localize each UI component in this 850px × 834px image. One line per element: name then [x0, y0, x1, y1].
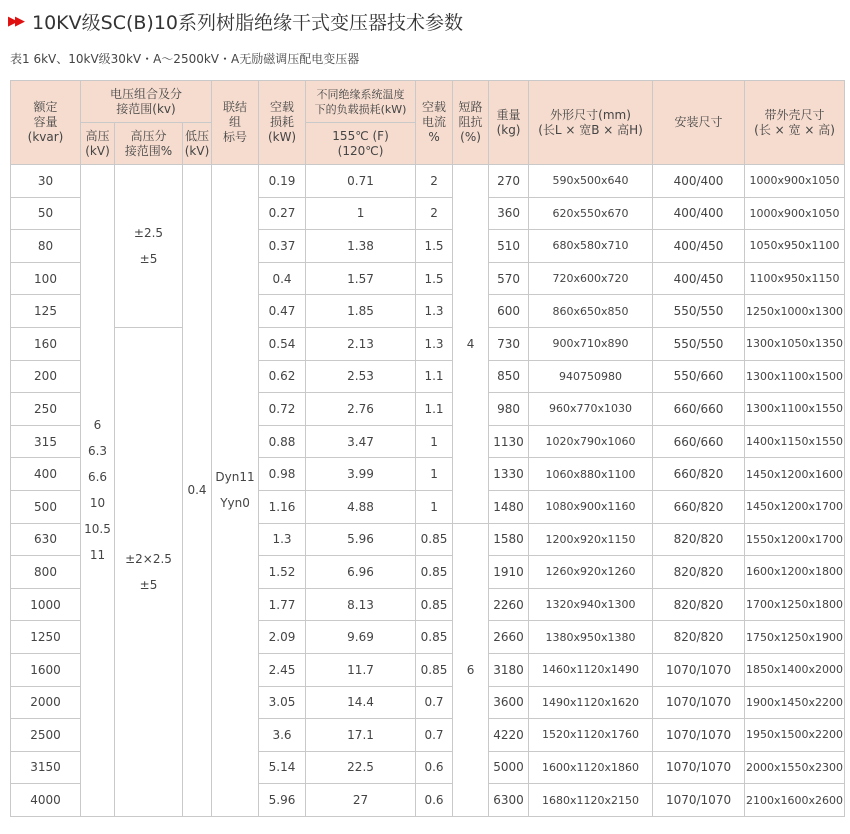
cell-load-loss: 22.5 — [306, 751, 416, 784]
cell-load-loss: 9.69 — [306, 621, 416, 654]
cell-no-load-loss: 0.27 — [259, 197, 306, 230]
cell-no-load-loss: 0.98 — [259, 458, 306, 491]
cell-dimensions: 1260x920x1260 — [529, 556, 653, 589]
header-capacity: 额定 容量 (kvar) — [11, 81, 81, 165]
cell-no-load-loss: 1.52 — [259, 556, 306, 589]
table-caption: 表1 6kV、10kV级30kV・A～2500kV・A无励磁调压配电变压器 — [10, 52, 360, 66]
cell-no-load-current: 1.5 — [416, 230, 453, 263]
table-row — [11, 165, 845, 198]
cell-dimensions: 1520x1120x1760 — [529, 719, 653, 752]
cell-capacity: 30 — [11, 165, 81, 198]
cell-tap-range-a: ±2.5 ±5 — [115, 165, 183, 328]
cell-no-load-current: 1.1 — [416, 360, 453, 393]
cell-no-load-loss: 0.62 — [259, 360, 306, 393]
cell-lv-value: 0.4 — [183, 165, 212, 817]
cell-install: 1070/1070 — [653, 751, 745, 784]
cell-no-load-loss: 1.3 — [259, 523, 306, 556]
cell-dimensions: 1020x790x1060 — [529, 425, 653, 458]
cell-weight: 3180 — [489, 653, 529, 686]
cell-enclosure: 1400x1150x1550 — [745, 425, 845, 458]
header-lv: 低压 (kV) — [183, 123, 212, 165]
cell-no-load-loss: 0.4 — [259, 262, 306, 295]
cell-capacity: 2500 — [11, 719, 81, 752]
cell-enclosure: 1450x1200x1600 — [745, 458, 845, 491]
cell-load-loss: 0.71 — [306, 165, 416, 198]
cell-dimensions: 900x710x890 — [529, 327, 653, 360]
cell-weight: 1580 — [489, 523, 529, 556]
cell-dimensions: 1060x880x1100 — [529, 458, 653, 491]
cell-weight: 1330 — [489, 458, 529, 491]
cell-no-load-loss: 0.19 — [259, 165, 306, 198]
cell-weight: 5000 — [489, 751, 529, 784]
cell-enclosure: 2100x1600x2600 — [745, 784, 845, 817]
cell-no-load-current: 0.85 — [416, 588, 453, 621]
cell-no-load-current: 1.1 — [416, 393, 453, 426]
cell-no-load-loss: 5.96 — [259, 784, 306, 817]
cell-no-load-current: 0.85 — [416, 653, 453, 686]
cell-no-load-current: 1 — [416, 425, 453, 458]
cell-load-loss: 3.47 — [306, 425, 416, 458]
cell-weight: 6300 — [489, 784, 529, 817]
cell-load-loss: 2.76 — [306, 393, 416, 426]
cell-dimensions: 1460x1120x1490 — [529, 653, 653, 686]
cell-install: 1070/1070 — [653, 719, 745, 752]
cell-dimensions: 860x650x850 — [529, 295, 653, 328]
cell-no-load-loss: 0.54 — [259, 327, 306, 360]
cell-weight: 360 — [489, 197, 529, 230]
cell-install: 400/450 — [653, 230, 745, 263]
cell-no-load-current: 0.85 — [416, 523, 453, 556]
cell-install: 660/820 — [653, 490, 745, 523]
cell-capacity: 125 — [11, 295, 81, 328]
cell-no-load-current: 0.7 — [416, 686, 453, 719]
cell-enclosure: 1700x1250x1800 — [745, 588, 845, 621]
cell-load-loss: 1.57 — [306, 262, 416, 295]
cell-enclosure: 1900x1450x2200 — [745, 686, 845, 719]
cell-weight: 510 — [489, 230, 529, 263]
cell-enclosure: 1600x1200x1800 — [745, 556, 845, 589]
cell-no-load-loss: 5.14 — [259, 751, 306, 784]
cell-tap-range-b: ±2×2.5 ±5 — [115, 327, 183, 816]
cell-capacity: 630 — [11, 523, 81, 556]
cell-weight: 600 — [489, 295, 529, 328]
header-no-load-current: 空载 电流 % — [416, 81, 453, 165]
cell-load-loss: 2.13 — [306, 327, 416, 360]
cell-no-load-current: 1 — [416, 490, 453, 523]
cell-enclosure: 1000x900x1050 — [745, 197, 845, 230]
cell-install: 1070/1070 — [653, 653, 745, 686]
cell-install: 820/820 — [653, 523, 745, 556]
cell-capacity: 3150 — [11, 751, 81, 784]
cell-connection: Dyn11 Yyn0 — [212, 165, 259, 817]
header-weight: 重量 (kg) — [489, 81, 529, 165]
cell-enclosure: 1300x1100x1500 — [745, 360, 845, 393]
cell-install: 1070/1070 — [653, 784, 745, 817]
cell-enclosure: 1250x1000x1300 — [745, 295, 845, 328]
cell-capacity: 1250 — [11, 621, 81, 654]
cell-weight: 850 — [489, 360, 529, 393]
cell-no-load-loss: 3.05 — [259, 686, 306, 719]
cell-enclosure: 1300x1100x1550 — [745, 393, 845, 426]
cell-dimensions: 590x500x640 — [529, 165, 653, 198]
cell-load-loss: 3.99 — [306, 458, 416, 491]
cell-impedance-b: 6 — [453, 523, 489, 816]
cell-weight: 1910 — [489, 556, 529, 589]
cell-dimensions: 1600x1120x1860 — [529, 751, 653, 784]
cell-load-loss: 2.53 — [306, 360, 416, 393]
cell-dimensions: 1200x920x1150 — [529, 523, 653, 556]
cell-install: 1070/1070 — [653, 686, 745, 719]
cell-install: 820/820 — [653, 556, 745, 589]
cell-no-load-loss: 0.37 — [259, 230, 306, 263]
cell-install: 660/660 — [653, 425, 745, 458]
cell-capacity: 315 — [11, 425, 81, 458]
cell-install: 550/660 — [653, 360, 745, 393]
cell-weight: 1480 — [489, 490, 529, 523]
cell-weight: 2660 — [489, 621, 529, 654]
cell-no-load-current: 1 — [416, 458, 453, 491]
cell-capacity: 500 — [11, 490, 81, 523]
cell-dimensions: 620x550x670 — [529, 197, 653, 230]
header-tap: 高压分 接范围% — [115, 123, 183, 165]
cell-load-loss: 14.4 — [306, 686, 416, 719]
cell-weight: 270 — [489, 165, 529, 198]
cell-no-load-loss: 2.45 — [259, 653, 306, 686]
cell-capacity: 100 — [11, 262, 81, 295]
cell-weight: 570 — [489, 262, 529, 295]
header-load-loss-temp: 155℃ (F) (120℃) — [306, 123, 416, 165]
cell-load-loss: 27 — [306, 784, 416, 817]
header-load-loss: 不同绝缘系统温度 下的负载损耗(kW) — [306, 81, 416, 123]
cell-install: 550/550 — [653, 327, 745, 360]
spec-table — [10, 80, 845, 817]
cell-dimensions: 680x580x710 — [529, 230, 653, 263]
cell-enclosure: 1550x1200x1700 — [745, 523, 845, 556]
cell-no-load-loss: 0.88 — [259, 425, 306, 458]
cell-dimensions: 960x770x1030 — [529, 393, 653, 426]
cell-weight: 1130 — [489, 425, 529, 458]
cell-no-load-current: 0.85 — [416, 621, 453, 654]
cell-enclosure: 1100x950x1150 — [745, 262, 845, 295]
cell-load-loss: 1.38 — [306, 230, 416, 263]
table-row — [11, 327, 845, 360]
cell-capacity: 2000 — [11, 686, 81, 719]
header-no-load-loss: 空载 损耗 (kW) — [259, 81, 306, 165]
header-connection: 联结 组 标号 — [212, 81, 259, 165]
cell-install: 550/550 — [653, 295, 745, 328]
cell-no-load-loss: 3.6 — [259, 719, 306, 752]
cell-enclosure: 1950x1500x2200 — [745, 719, 845, 752]
cell-load-loss: 1 — [306, 197, 416, 230]
cell-weight: 2260 — [489, 588, 529, 621]
cell-no-load-current: 2 — [416, 197, 453, 230]
cell-enclosure: 1850x1400x2000 — [745, 653, 845, 686]
cell-weight: 730 — [489, 327, 529, 360]
cell-no-load-current: 2 — [416, 165, 453, 198]
cell-no-load-current: 1.3 — [416, 295, 453, 328]
cell-enclosure: 1450x1200x1700 — [745, 490, 845, 523]
cell-no-load-current: 0.85 — [416, 556, 453, 589]
cell-install: 400/450 — [653, 262, 745, 295]
cell-enclosure: 1300x1050x1350 — [745, 327, 845, 360]
cell-capacity: 400 — [11, 458, 81, 491]
cell-install: 820/820 — [653, 621, 745, 654]
cell-no-load-current: 1.5 — [416, 262, 453, 295]
cell-dimensions: 1680x1120x2150 — [529, 784, 653, 817]
cell-install: 820/820 — [653, 588, 745, 621]
cell-capacity: 800 — [11, 556, 81, 589]
cell-no-load-current: 0.7 — [416, 719, 453, 752]
cell-install: 400/400 — [653, 197, 745, 230]
cell-no-load-current: 1.3 — [416, 327, 453, 360]
cell-dimensions: 1080x900x1160 — [529, 490, 653, 523]
cell-capacity: 160 — [11, 327, 81, 360]
cell-install: 660/660 — [653, 393, 745, 426]
header-hv: 高压 (kV) — [81, 123, 115, 165]
cell-enclosure: 2000x1550x2300 — [745, 751, 845, 784]
cell-no-load-loss: 0.72 — [259, 393, 306, 426]
cell-dimensions: 940750980 — [529, 360, 653, 393]
header-voltage-group: 电压组合及分 接范围(kv) — [81, 81, 212, 123]
cell-capacity: 250 — [11, 393, 81, 426]
cell-weight: 3600 — [489, 686, 529, 719]
cell-hv-values: 6 6.3 6.6 10 10.5 11 — [81, 165, 115, 817]
cell-enclosure: 1750x1250x1900 — [745, 621, 845, 654]
cell-load-loss: 6.96 — [306, 556, 416, 589]
double-arrow-icon: ▶▶ — [8, 13, 22, 29]
cell-no-load-loss: 1.16 — [259, 490, 306, 523]
cell-enclosure: 1000x900x1050 — [745, 165, 845, 198]
page-title — [8, 8, 463, 34]
cell-no-load-loss: 0.47 — [259, 295, 306, 328]
header-impedance: 短路 阻抗 (%) — [453, 81, 489, 165]
cell-no-load-current: 0.6 — [416, 751, 453, 784]
cell-load-loss: 11.7 — [306, 653, 416, 686]
cell-capacity: 4000 — [11, 784, 81, 817]
cell-load-loss: 5.96 — [306, 523, 416, 556]
cell-no-load-current: 0.6 — [416, 784, 453, 817]
cell-capacity: 1600 — [11, 653, 81, 686]
cell-impedance-a: 4 — [453, 165, 489, 524]
cell-load-loss: 1.85 — [306, 295, 416, 328]
cell-capacity: 80 — [11, 230, 81, 263]
title-text: 10KV级SC(B)10系列树脂绝缘干式变压器技术参数 — [32, 11, 463, 34]
cell-dimensions: 1320x940x1300 — [529, 588, 653, 621]
cell-load-loss: 4.88 — [306, 490, 416, 523]
cell-capacity: 50 — [11, 197, 81, 230]
cell-no-load-loss: 2.09 — [259, 621, 306, 654]
cell-weight: 980 — [489, 393, 529, 426]
header-enclosure: 带外壳尺寸 (长 × 宽 × 高) — [745, 81, 845, 165]
cell-install: 400/400 — [653, 165, 745, 198]
cell-dimensions: 1380x950x1380 — [529, 621, 653, 654]
cell-no-load-loss: 1.77 — [259, 588, 306, 621]
cell-dimensions: 1490x1120x1620 — [529, 686, 653, 719]
header-install: 安装尺寸 — [653, 81, 745, 165]
cell-dimensions: 720x600x720 — [529, 262, 653, 295]
cell-capacity: 200 — [11, 360, 81, 393]
cell-load-loss: 17.1 — [306, 719, 416, 752]
cell-enclosure: 1050x950x1100 — [745, 230, 845, 263]
header-dimensions: 外形尺寸(mm) (长L × 宽B × 高H) — [529, 81, 653, 165]
cell-weight: 4220 — [489, 719, 529, 752]
cell-install: 660/820 — [653, 458, 745, 491]
cell-capacity: 1000 — [11, 588, 81, 621]
cell-load-loss: 8.13 — [306, 588, 416, 621]
